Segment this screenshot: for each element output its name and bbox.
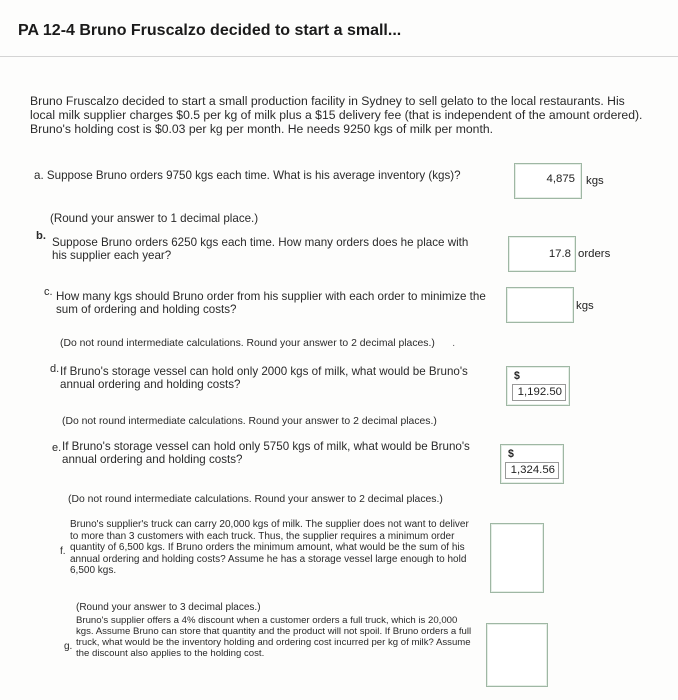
question-a-unit: kgs [586,175,604,187]
question-d-letter: d. [50,363,60,375]
question-c-text: How many kgs should Bruno order from his supplier with each order to minimize the sum of ordering and holding costs? [56,290,486,316]
question-g-text: Bruno's supplier offers a 4% discount when a customer orders a full truck, which is 20,000 kgs. Assume Bruno can store that quantity and the product will not spoil. If Bruno orders a full truck, what would be the inventory holding and ordering cost incurred per kg of milk? Assume the discount also applies to the holding cost. [76,615,472,659]
question-b-letter: b. [36,230,46,242]
question-e-currency: $ [508,448,514,460]
question-d-answer[interactable]: 1,192.50 [512,384,566,401]
question-a-answer[interactable]: 4,875 [520,170,578,190]
question-g-note: (Round your answer to 3 decimal places.) [76,602,261,613]
question-c-unit: kgs [576,300,594,312]
question-e-answer[interactable]: 1,324.56 [505,462,559,479]
question-d-currency: $ [514,370,520,382]
question-g-answer-box[interactable] [486,623,548,687]
question-b-text: Suppose Bruno orders 6250 kgs each time. How many orders does he place with his supplier each year? [52,236,469,262]
question-e-letter: e. [52,442,62,454]
question-b-unit: orders [578,248,611,260]
divider [0,56,678,57]
question-a-text: a. Suppose Bruno orders 9750 kgs each time. What is his average inventory (kgs)? [34,169,461,182]
problem-intro: Bruno Fruscalzo decided to start a small production facility in Sydney to sell gelato to the local restaurants. His local milk supplier charges $0.5 per kg of milk plus a $15 delivery fee (that is independent of the amount ordered). Bruno's holding cost is $0.03 per kg per month. He needs 9250 kgs of milk per month. [30,94,643,136]
question-e-text: If Bruno's storage vessel can hold only 5750 kgs of milk, what would be Bruno's annual ordering and holding costs? [62,440,470,466]
cursor-dot: · [452,340,456,351]
question-f-letter: f. [60,546,66,557]
question-d-note: (Do not round intermediate calculations. Round your answer to 2 decimal places.) [60,338,435,349]
question-b-answer[interactable]: 17.8 [540,246,574,264]
page-title: PA 12-4 Bruno Fruscalzo decided to start a small... [18,22,402,39]
question-d-text: If Bruno's storage vessel can hold only 2000 kgs of milk, what would be Bruno's annual ordering and holding costs? [60,365,468,391]
question-c-answer[interactable] [511,293,567,315]
question-g-letter: g. [64,641,73,652]
question-f-text: Bruno's supplier's truck can carry 20,000 kgs of milk. The supplier does not want to deliver to more than 3 customers with each truck. Thus, the supplier requires a minimum order quantity of 6,500 kgs. If Bruno orders the minimum amount, what would be the sum of his annual ordering and holding costs? Assume he has a storage vessel large enough to hold 6,500 kgs. [70,519,469,577]
question-e-note: (Do not round intermediate calculations. Round your answer to 2 decimal places.) [62,416,437,427]
question-f-note: (Do not round intermediate calculations. Round your answer to 2 decimal places.) [68,494,443,505]
question-f-answer-box[interactable] [490,523,544,593]
question-b-note: (Round your answer to 1 decimal place.) [50,212,259,225]
question-c-letter: c. [44,286,53,298]
